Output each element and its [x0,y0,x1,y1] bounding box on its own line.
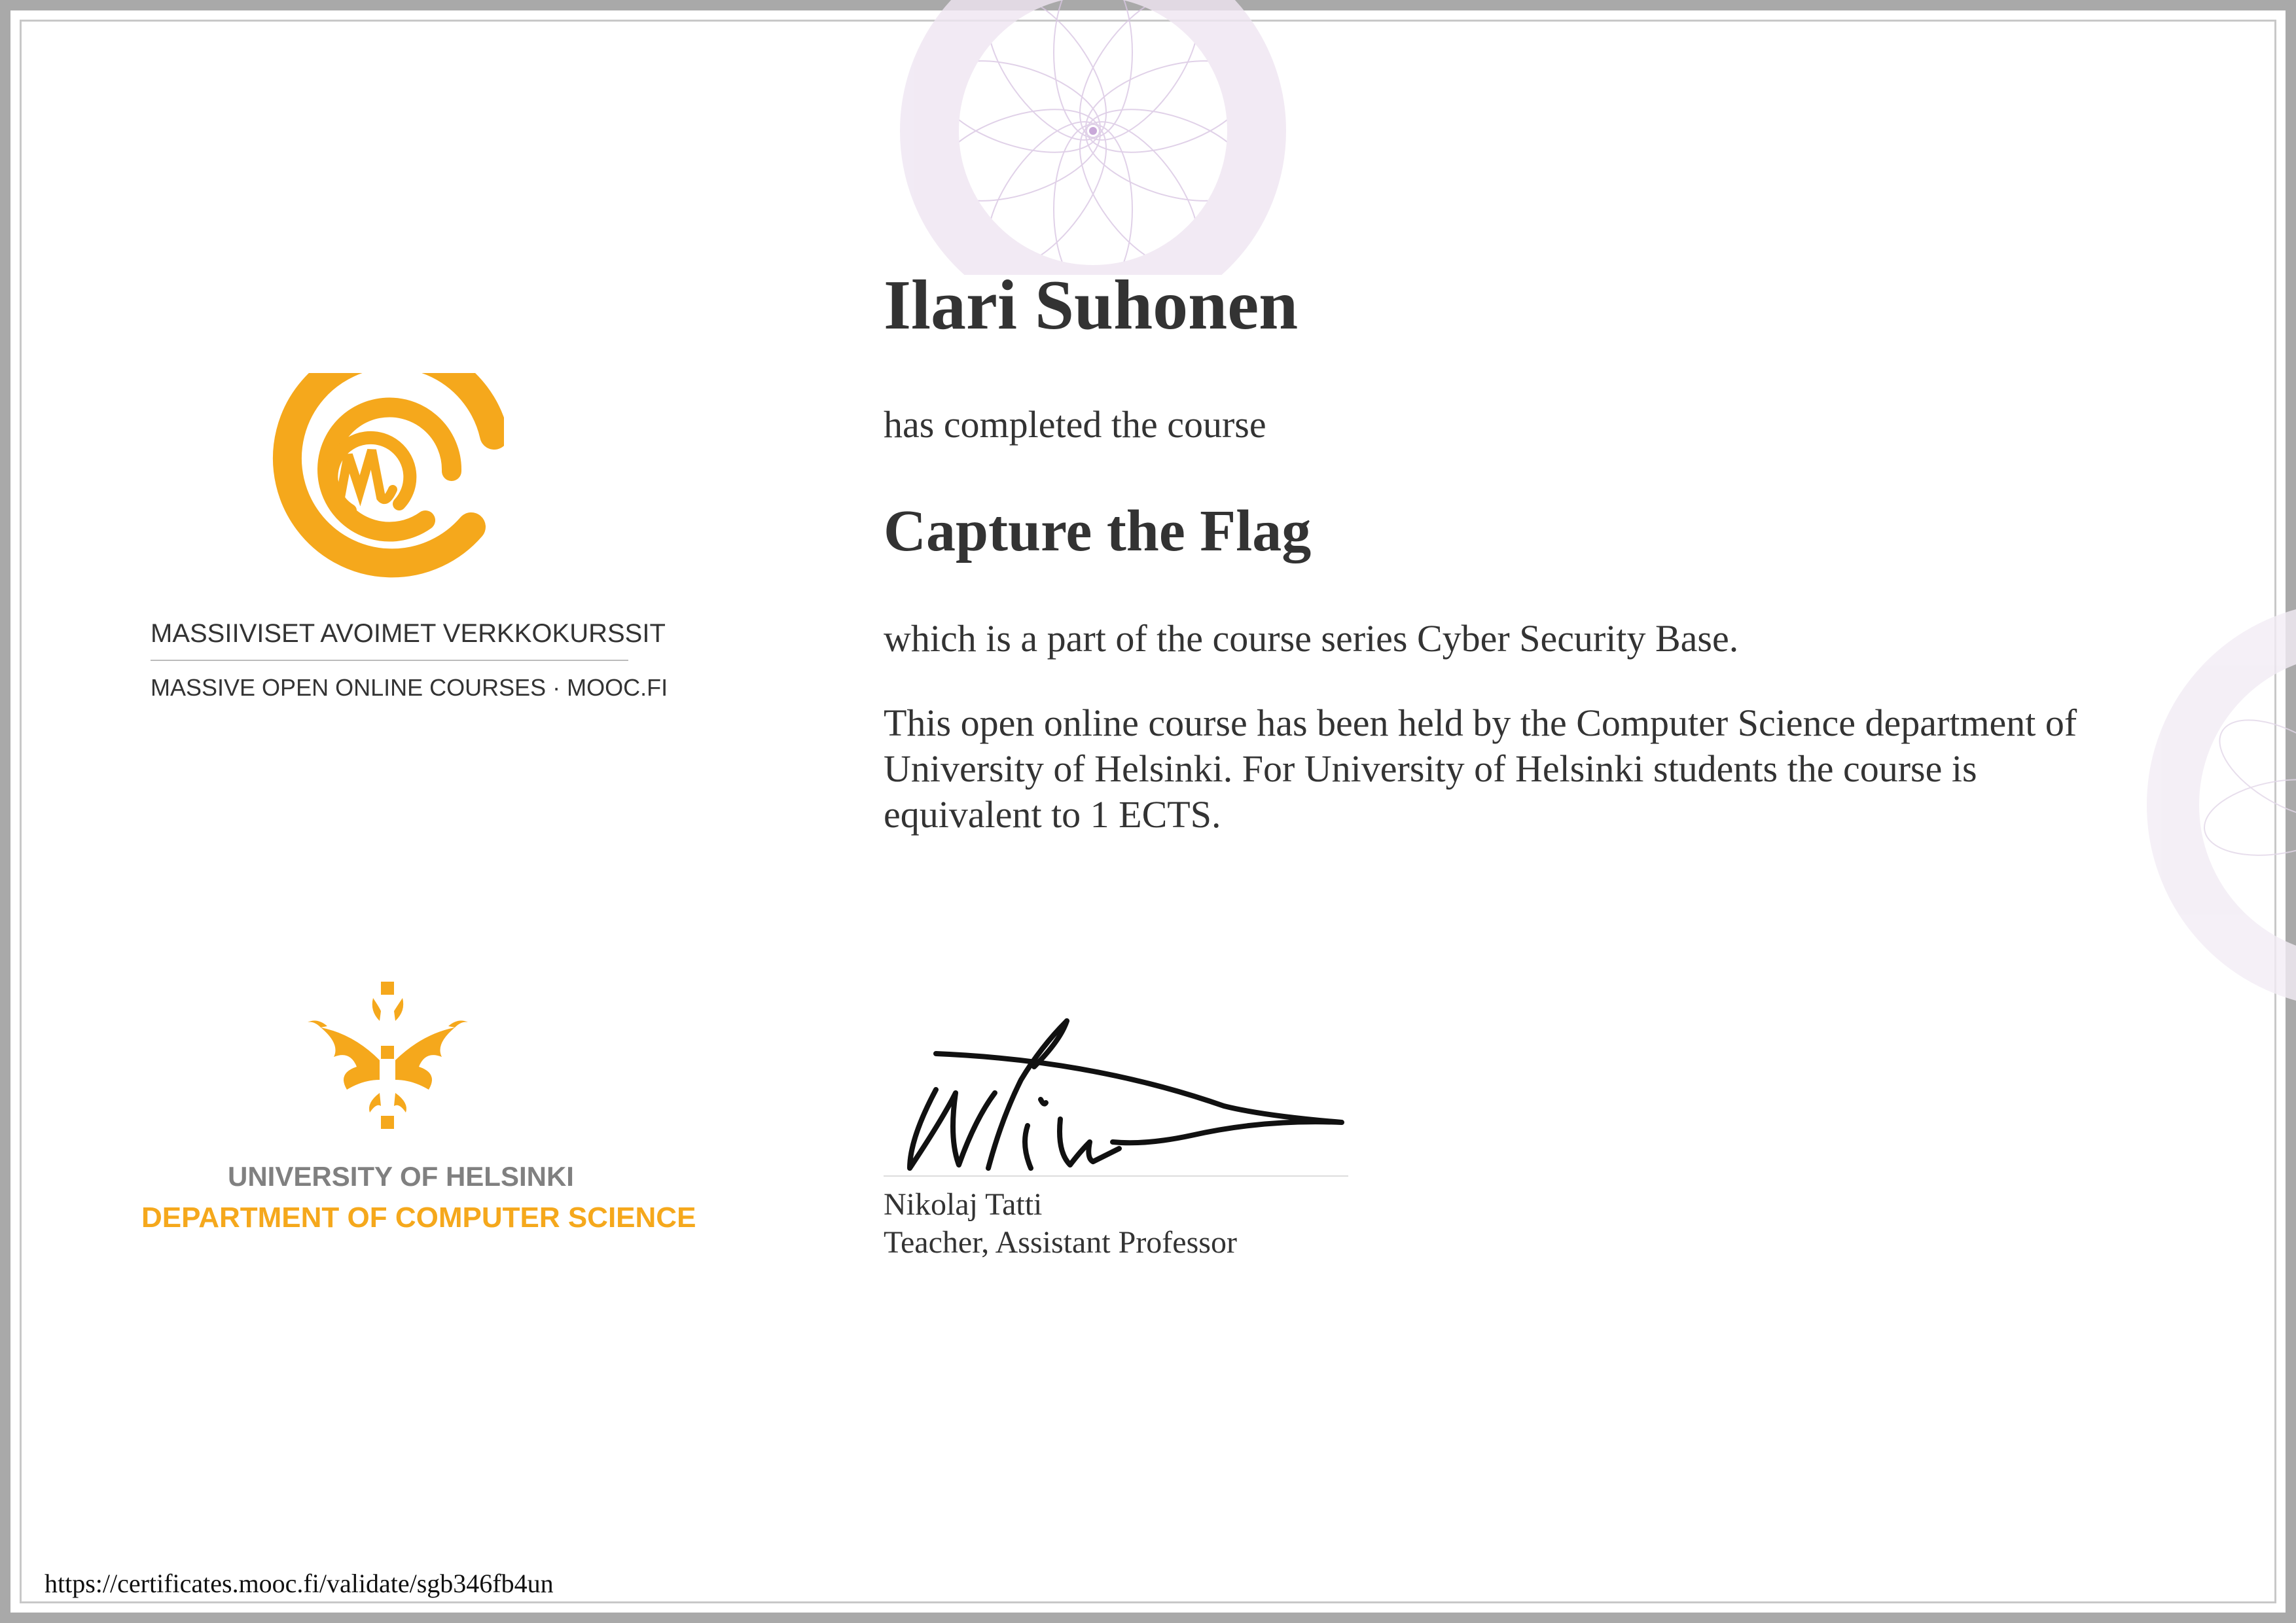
mooc-english-text: MASSIVE OPEN ONLINE COURSES · MOOC.FI [151,674,668,701]
completion-statement: has completed the course [884,403,1266,446]
mooc-divider [151,660,628,661]
decorative-rosette-right [2127,576,2296,1034]
department-name: DEPARTMENT OF COMPUTER SCIENCE [141,1202,696,1234]
course-series-statement: which is a part of the course series Cyber Security Base. [884,617,1739,660]
university-name: UNIVERSITY OF HELSINKI [228,1161,574,1192]
signer-name: Nikolaj Tatti [884,1187,1043,1222]
validation-url[interactable]: https://certificates.mooc.fi/validate/sgb346fb4un [45,1569,554,1598]
signature-line [884,1175,1348,1177]
signer-title: Teacher, Assistant Professor [884,1225,1237,1260]
university-flame-icon [308,982,468,1132]
course-title: Capture the Flag [884,499,1312,563]
decorative-rosette-top [844,0,1342,275]
signer-block [884,1186,1237,1262]
mooc-logo-icon [268,373,504,596]
signature-image [897,1008,1355,1178]
course-description: This open online course has been held by the Computer Science department of University of Helsinki. For University of Helsinki students the course is equivalent to 1 ECTS. [884,702,2077,836]
recipient-name: Ilari Suhonen [884,266,1299,344]
mooc-finnish-text: MASSIIVISET AVOIMET VERKKOKURSSIT [151,619,666,648]
